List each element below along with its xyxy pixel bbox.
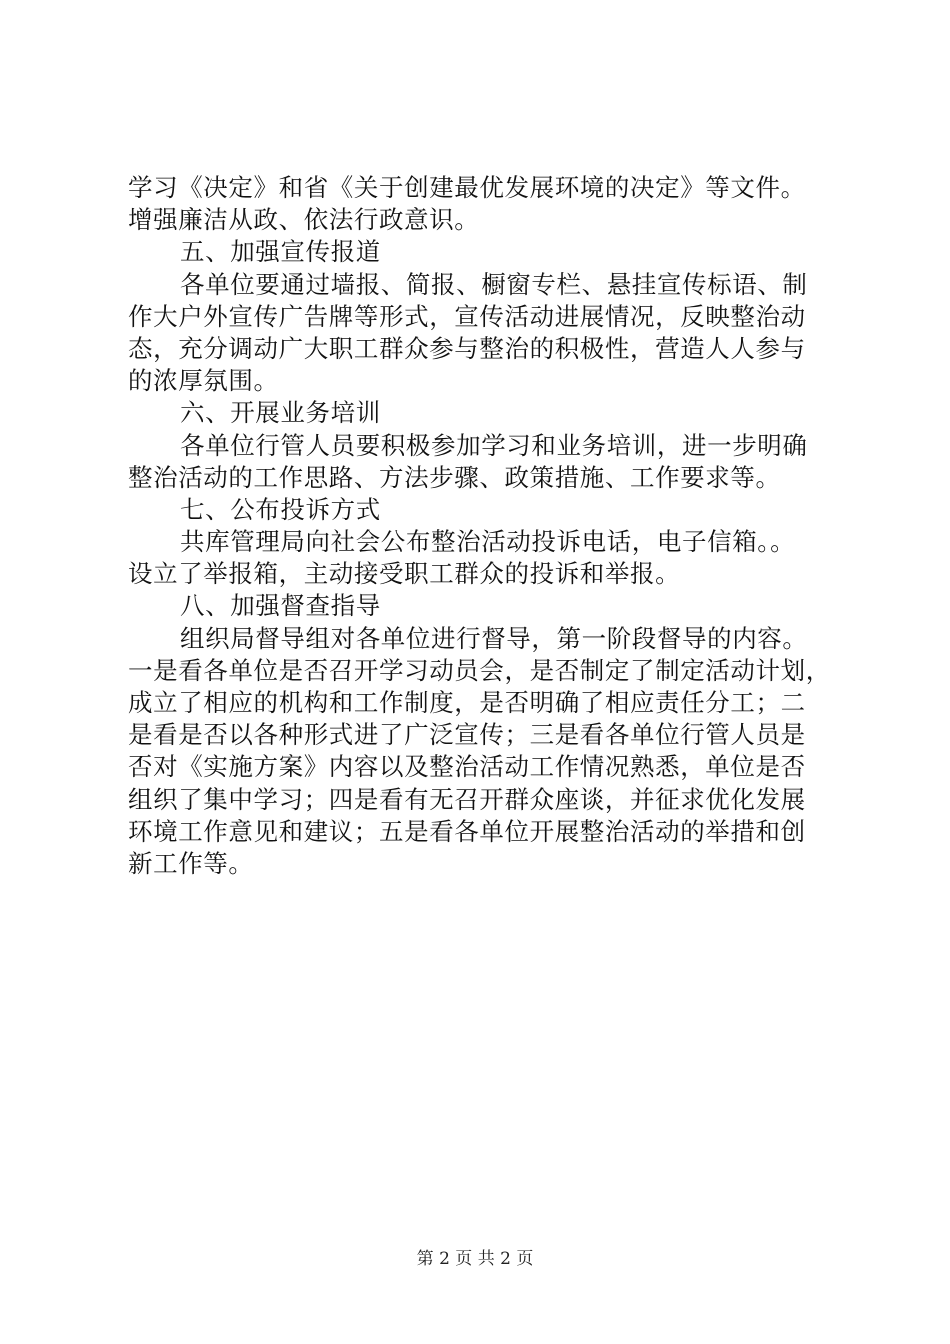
text-line: 作大户外宣传广告牌等形式，宣传活动进展情况，反映整治动 — [128, 301, 806, 331]
text-line: 增强廉洁从政、依法行政意识。 — [128, 205, 480, 235]
text-line: 是看是否以各种形式进了广泛宣传；三是看各单位行管人员是 — [128, 720, 806, 750]
document-body — [128, 172, 831, 880]
section-heading: 八、加强督查指导 — [180, 591, 381, 621]
text-line: 态，充分调动广大职工群众参与整治的积极性，营造人人参与 — [128, 333, 806, 363]
text-line: 一是看各单位是否召开学习动员会，是否制定了制定活动计划， — [128, 655, 831, 685]
text-line: 的浓厚氛围。 — [128, 366, 279, 396]
text-line: 环境工作意见和建议；五是看各单位开展整治活动的举措和创 — [128, 816, 806, 846]
text-line: 共库管理局向社会公布整治活动投诉电话，电子信箱。。 — [180, 527, 796, 557]
text-line: 成立了相应的机构和工作制度，是否明确了相应责任分工；二 — [128, 688, 806, 717]
text-line: 各单位要通过墙报、简报、橱窗专栏、悬挂宣传标语、制 — [180, 269, 808, 299]
text-line: 组织了集中学习；四是看有无召开群众座谈，并征求优化发展 — [128, 784, 806, 814]
text-line: 新工作等。 — [128, 848, 254, 878]
text-line: 设立了举报箱，主动接受职工群众的投诉和举报。 — [128, 559, 681, 589]
page-number-footer: 第 2 页 共 2 页 — [416, 1249, 534, 1269]
section-heading: 七、公布投诉方式 — [180, 494, 381, 524]
text-line: 学习《决定》和省《关于创建最优发展环境的决定》等文件。 — [128, 173, 806, 202]
text-line: 否对《实施方案》内容以及整治活动工作情况熟悉，单位是否 — [128, 752, 806, 782]
text-line: 整治活动的工作思路、方法步骤、政策措施、工作要求等。 — [128, 462, 781, 492]
text-line: 各单位行管人员要积极参加学习和业务培训，进一步明确 — [180, 430, 808, 460]
section-heading: 六、开展业务培训 — [180, 398, 381, 428]
text-line: 组织局督导组对各单位进行督导，第一阶段督导的内容。 — [180, 623, 808, 653]
section-heading: 五、加强宣传报道 — [180, 237, 381, 267]
